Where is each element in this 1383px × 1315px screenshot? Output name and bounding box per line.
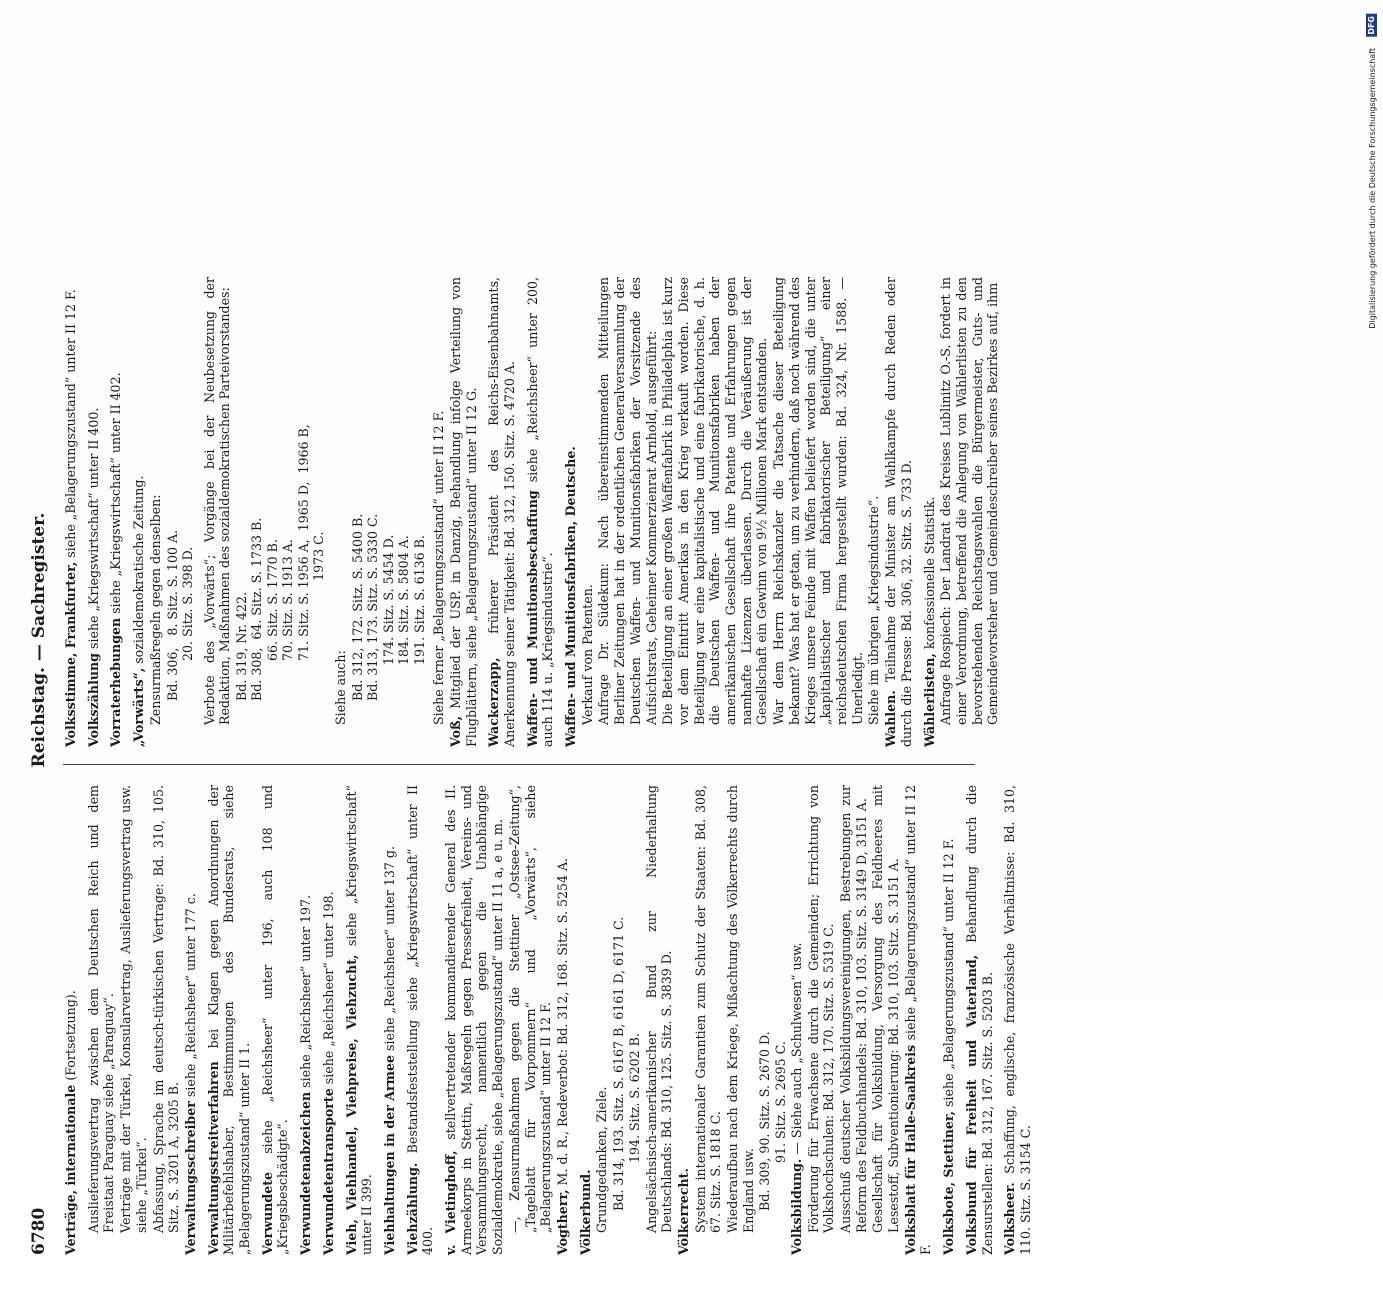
sub-entry: Verträge mit der Türkei, Konsularvertrag, Auslieferungsvertrag usw. siehe „Türkei“. [118, 785, 149, 1233]
sub-entry: Angelsächsisch-amerikanischer Bund zur Niederhaltung Deutschlands: Bd. 310, 125. Sitz. S. 3839 D. [643, 785, 675, 1233]
index-entry: Wahlen. Teilnahme der Minister am Wahlkampfe durch Reden oder durch die Presse: Bd. 306, 32. Sitz. S. 733 D. [883, 277, 914, 747]
sub-entry: War dem Herrn Reichskanzler die Tatsache dieser Beteiligung bekannt? Was hat er getan, um zu verhindern, daß noch während des Krieges unsere Feinde mit Waffen beliefert worden sind, die unter „kapitalistischer und fabrikatorischer Beteiligung“ einer reichsdeutschen Firma hergestellt wurden: Bd. 324, Nr. 1588. — Unerledigt. [771, 277, 865, 725]
sub-entry: Verbote des „Vorwärts“; Vorgänge bei der Neubesetzung der Redaktion, Maßnahmen des sozialdemokratischen Parteivorstandes: [201, 277, 233, 725]
index-entry: Volksbote, Stettiner, siehe „Belagerungszustand“ unter II 12 F. [941, 838, 957, 1255]
index-entry: Volksblatt für Halle-Saalkreis siehe „Belagerungszustand“ unter II 12 F. [902, 785, 934, 1255]
page-header [23, 25, 57, 1255]
index-entry: Völkerbund. [577, 1169, 593, 1255]
sub-entry: Wiederaufbau nach dem Kriege, Mißachtung des Völkerrechts durch England usw. [725, 785, 756, 1233]
sub-entry: Die Beteiligung an einer großen Waffenfabrik in Philadelphia ist kurz vor dem Eintritt Amerikas in den Krieg verkauft worden. Diese Beteiligung war eine kapitalistische und eine fabrikatorische, d. h. die Deutschen Waffen- und Munitionsfabriken haben der amerikanischen Gesellschaft ihre Patente und Erfahrungen gegen namhafte Lizenzen überlassen. Durch die Veräußerung ist der Gesellschaft ein Gewinn von 9½ Millionen Mark entstanden. [660, 277, 770, 725]
sub-entry: Ausschuß deutscher Volksbildungsvereinigungen, Bestrebungen zur Reform des Feldbuchhandels: Bd. 310, 103. Sitz. S. 3149 D, 3151 A. [837, 785, 869, 1233]
column-divider [63, 764, 975, 765]
index-columns [63, 25, 1033, 1255]
index-entry: Volkszählung siehe „Kriegswirtschaft“ unter II 400. [85, 407, 101, 747]
sub-entry: Bd. 314, 193. Sitz. S. 6167 B, 6161 D, 6171 C. [611, 916, 627, 1211]
right-column [63, 277, 1001, 747]
index-entry: Vorraterhebungen siehe „Kriegswirtschaft“ unter II 402. [108, 372, 124, 747]
sub-entry: Verkauf von Patenten. [579, 584, 595, 725]
rotated-index-page [15, 0, 1033, 1315]
sub-entry: Gesellschaft für Volksbildung, Versorgung des Feldheeres mit Lesestoff, Subventionierung: Bd. 310, 103. Sitz. S. 3151 A. [870, 785, 902, 1233]
sub-entry: Siehe ferner „Belagerungszustand“ unter II 12 F. [431, 410, 447, 725]
index-entry: Völkerrecht. [675, 1168, 691, 1255]
index-entry: Volksstimme, Frankfurter, siehe „Belagerungszustand“ unter II 12 F. [63, 289, 78, 747]
index-entry: Waffen- und Munitionsfabriken, Deutsche. [563, 446, 579, 747]
reference-list: Bd. 312, 172. Sitz. S. 5400 B. Bd. 313, 173. Sitz. S. 5330 C. 174. Sitz. S. 5454 D. 184. Sitz. S. 5804 A. 191. Sitz. S. 6136 B. [349, 513, 427, 701]
sub-entry: Siehe auch: [332, 650, 348, 725]
dfg-logo: DFG [1367, 16, 1376, 35]
index-entry: Volksbund für Freiheit und Vaterland, Behandlung durch die Zensurstellen: Bd. 312, 167. Sitz. S. 5203 B. [963, 785, 995, 1255]
sub-entry: Grundgedanken, Ziele. [594, 1086, 610, 1233]
index-entry: Verwundetenabzeichen siehe „Reichsheer“ unter 197. [298, 894, 314, 1255]
sub-entry: Anfrage Dr. Südekum: Nach übereinstimmenden Mitteilungen Berliner Zeitungen hat in der ordentlichen Generalversammlung der Deutschen Waffen- und Munitionsfabriken der Vorsitzende des Aufsichtsrats, Geheimer Kommerzienrat Arnhold, ausgeführt: [596, 277, 659, 725]
index-entry: Verträge, internationale (Fortsetzung). [63, 990, 78, 1255]
sub-entry: Anfrage Rospiech: Der Landrat des Kreises Lublinitz O.-S. fordert in einer Verordnung, betreffend die Anlegung von Wählerlisten zu den bevorstehenden Reichstagswahlen die Bürgermeister, Guts- und Gemeindevorsteher und Gemeindeschreiber seines Bezirkes auf, ihm [938, 277, 1001, 725]
index-entry: Verwaltungsschreiber siehe „Reichsheer“ unter 177 c. [182, 893, 198, 1255]
page-number: 6780 [29, 1207, 49, 1255]
sub-entry: Förderung für Erwachsene durch die Gemeinden; Errichtung von Volkshochschulen: Bd. 312, 170. Sitz. S. 5319 C. [805, 785, 837, 1233]
sub-entry: Abfassung, Sprache im deutsch-türkischen Vertrage: Bd. 310, 105. Sitz. S. 3201 A, 3205 B. [150, 785, 182, 1233]
reference-list: Bd. 319, Nr. 422. Bd. 308, 64. Sitz. S. 1733 B. 66. Sitz. S. 1770 B. 70. Sitz. S. 1913 A. 71. Sitz. S. 1956 A, 1965 D, 1966 B, 1973 C. [233, 424, 327, 701]
index-entry: Wählerlisten, konfessionelle Statistik. [921, 496, 937, 747]
sub-entry: Bd. 309, 90. Sitz. S. 2670 D. [757, 1031, 773, 1211]
index-entry: Viehzählung. Bestandsfeststellung siehe „Kriegswirtschaft“ unter II 400. [404, 785, 436, 1255]
sub-entry: Auslieferungsvertrag zwischen dem Deutschen Reich und dem Freistaat Paraguay siehe „Paraguay“. [85, 785, 117, 1233]
index-entry: Wackerzapp, früherer Präsident des Reichs-Eisenbahnamts, Anerkennung seiner Tätigkeit: Bd. 312, 150. Sitz. S. 4720 A. [486, 277, 517, 747]
index-entry: Verwundetentransporte siehe „Reichsheer“ unter 198. [320, 891, 336, 1255]
index-entry: Viehhaltungen in der Armee siehe „Reichsheer“ unter 137 g. [381, 846, 397, 1255]
running-title: Reichstag. — Sachregister. [29, 512, 49, 768]
sub-entry: System internationaler Garantien zum Schutz der Staaten: Bd. 308, 67. Sitz. S. 1818 C. [692, 785, 724, 1233]
sub-entry: 194. Sitz. S. 6202 B. [626, 1033, 642, 1163]
sub-entry: Siehe im übrigen „Kriegsindustrie“. [866, 495, 882, 725]
sub-entry: Zensurmaßregeln gegen denselben: [147, 494, 163, 725]
index-entry: „Vorwärts“, sozialdemokratische Zeitung. [131, 475, 147, 747]
sub-entry: 91. Sitz. S. 2695 C. [773, 1041, 789, 1163]
digitization-stamp [1367, 6, 1379, 996]
index-entry: Voß, Mitglied der USP. in Danzig, Behandlung infolge Verteilung von Flugblättern, siehe „Belagerungszustand“ unter II 12 G. [447, 277, 479, 747]
index-entry: Waffen- und Munitionsbeschaffung siehe „Reichsheer“ unter 200, auch 114 u. „Kriegsindustrie“. [524, 277, 556, 747]
left-column [63, 785, 1033, 1255]
dfg-funding-note: Digitalisierung gefördert durch die Deutsche Forschungsgemeinschaft [1368, 48, 1377, 329]
index-entry: Vogtherr, M. d. R., Redeverbot: Bd. 312, 168. Sitz. S. 5254 A. [554, 857, 570, 1255]
reference-list: Bd. 306, 8. Sitz. S. 100 A. 20. Sitz. S. 398 D. [164, 529, 196, 701]
index-entry: Volksbildung. — Siehe auch „Schulwesen“ usw. [788, 942, 804, 1255]
index-entry: Verwaltungsstreitverfahren bei Klagen gegen Anordnungen der Militärbefehlshaber, Bestimmungen des Bundesrats, siehe „Belagerungszustand“ unter II 1. [205, 785, 253, 1255]
index-entry: Vieh, Viehhandel, Viehpreise, Viehzucht, siehe „Kriegswirtschaft“ unter II 399. [343, 785, 375, 1255]
index-entry: Verwundete siehe „Reichsheer“ unter 196, auch 108 und „Kriegsbeschädigte“. [259, 785, 291, 1255]
sub-entry: —, Zensurmaßnahmen gegen die Stettiner „Ostsee-Zeitung“, „Tageblatt für Vorpommern“ und „Vorwärts“, siehe „Belagerungszustand“ unter II 12 F. [506, 785, 554, 1233]
index-entry: v. Vietinghoff, stellvertretender kommandierender General des II. Armeekorps in Stettin, Maßregeln gegen Pressefreiheit, Vereins- und Versammlungsrecht, namentlich gegen die Unabhängige Sozialdemokratie, siehe „Belagerungszustand“ unter II 11 a, e u. m. [443, 785, 506, 1255]
index-entry: Volksheer. Schaffung, englische, französische Verhältnisse: Bd. 310, 110. Sitz. S. 3154 C. [1002, 785, 1033, 1255]
